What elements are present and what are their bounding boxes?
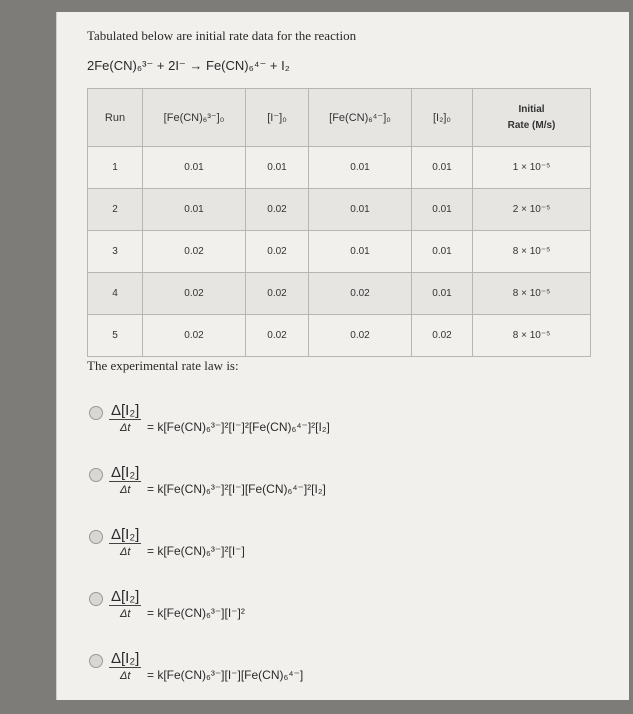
cell-iodine: 0.02 [412, 315, 473, 357]
fraction-numerator: Δ[I₂] [111, 526, 140, 543]
answer-option-4[interactable] [87, 590, 607, 652]
table-header-row [88, 89, 591, 147]
reaction-equation: 2Fe(CN)₆³⁻ + 2I⁻ → Fe(CN)₆⁴⁻ + I₂ [87, 58, 290, 73]
fraction-denominator: Δt [119, 484, 131, 496]
rate-data-table [87, 88, 591, 357]
question-prompt: The experimental rate law is: [87, 358, 239, 373]
answer-option-1[interactable] [87, 404, 607, 466]
radio-button[interactable] [89, 468, 103, 482]
rate-law-expression: = k[Fe(CN)₆³⁻]²[I⁻][Fe(CN)₆⁴⁻]²[I₂] [147, 482, 326, 496]
cell-ferrocyanide: 0.01 [309, 189, 412, 231]
rate-fraction [109, 464, 141, 496]
rate-fraction [109, 402, 141, 434]
fraction-numerator: Δ[I₂] [111, 464, 140, 481]
cell-run: 3 [88, 231, 143, 273]
fraction-numerator: Δ[I₂] [111, 402, 140, 419]
cell-ferricyanide: 0.01 [143, 189, 246, 231]
cell-ferrocyanide: 0.01 [309, 147, 412, 189]
cell-iodine: 0.01 [412, 231, 473, 273]
rate-law-expression: = k[Fe(CN)₆³⁻][I⁻]² [147, 606, 245, 620]
header-iodide: [I⁻]₀ [246, 89, 309, 147]
cell-ferricyanide: 0.02 [143, 273, 246, 315]
answer-option-2[interactable] [87, 466, 607, 528]
rate-fraction [109, 650, 141, 682]
fraction-denominator: Δt [119, 546, 131, 558]
cell-iodide: 0.01 [246, 147, 309, 189]
rate-law-expression: = k[Fe(CN)₆³⁻][I⁻][Fe(CN)₆⁴⁻] [147, 668, 304, 682]
cell-rate: 8 × 10⁻⁵ [473, 273, 591, 315]
rate-law-expression: = k[Fe(CN)₆³⁻]²[I⁻]²[Fe(CN)₆⁴⁻]²[I₂] [147, 420, 330, 434]
cell-ferrocyanide: 0.02 [309, 315, 412, 357]
table-row [88, 273, 591, 315]
fraction-numerator: Δ[I₂] [111, 588, 140, 605]
cell-run: 4 [88, 273, 143, 315]
cell-run: 1 [88, 147, 143, 189]
cell-iodine: 0.01 [412, 273, 473, 315]
answer-option-5[interactable] [87, 652, 607, 714]
header-initial-label: Initial [518, 103, 545, 115]
header-ferricyanide: [Fe(CN)₆³⁻]₀ [143, 89, 246, 147]
table-row [88, 147, 591, 189]
header-rate-label: Rate (M/s) [507, 119, 556, 131]
cell-iodide: 0.02 [246, 231, 309, 273]
radio-button[interactable] [89, 406, 103, 420]
cell-iodide: 0.02 [246, 189, 309, 231]
cell-ferrocyanide: 0.02 [309, 273, 412, 315]
cell-ferricyanide: 0.02 [143, 231, 246, 273]
table-row [88, 231, 591, 273]
table-row [88, 189, 591, 231]
rate-law-expression: = k[Fe(CN)₆³⁻]²[I⁻] [147, 544, 245, 558]
cell-rate: 8 × 10⁻⁵ [473, 231, 591, 273]
answer-options [87, 404, 607, 714]
radio-button[interactable] [89, 530, 103, 544]
rate-fraction [109, 588, 141, 620]
header-ferrocyanide: [Fe(CN)₆⁴⁻]₀ [309, 89, 412, 147]
table-row [88, 315, 591, 357]
cell-ferrocyanide: 0.01 [309, 231, 412, 273]
cell-iodine: 0.01 [412, 189, 473, 231]
cell-run: 2 [88, 189, 143, 231]
fraction-denominator: Δt [119, 608, 131, 620]
answer-option-3[interactable] [87, 528, 607, 590]
cell-rate: 2 × 10⁻⁵ [473, 189, 591, 231]
radio-button[interactable] [89, 592, 103, 606]
cell-rate: 1 × 10⁻⁵ [473, 147, 591, 189]
header-run: Run [88, 89, 143, 147]
header-iodine: [I₂]₀ [412, 89, 473, 147]
fraction-denominator: Δt [119, 670, 131, 682]
cell-ferricyanide: 0.02 [143, 315, 246, 357]
cell-iodide: 0.02 [246, 315, 309, 357]
radio-button[interactable] [89, 654, 103, 668]
intro-text: Tabulated below are initial rate data for the reaction [87, 28, 357, 43]
cell-iodine: 0.01 [412, 147, 473, 189]
header-initial-rate [473, 89, 591, 147]
question-page [56, 12, 629, 700]
cell-iodide: 0.02 [246, 273, 309, 315]
cell-rate: 8 × 10⁻⁵ [473, 315, 591, 357]
fraction-denominator: Δt [119, 422, 131, 434]
cell-run: 5 [88, 315, 143, 357]
cell-ferricyanide: 0.01 [143, 147, 246, 189]
fraction-numerator: Δ[I₂] [111, 650, 140, 667]
rate-fraction [109, 526, 141, 558]
